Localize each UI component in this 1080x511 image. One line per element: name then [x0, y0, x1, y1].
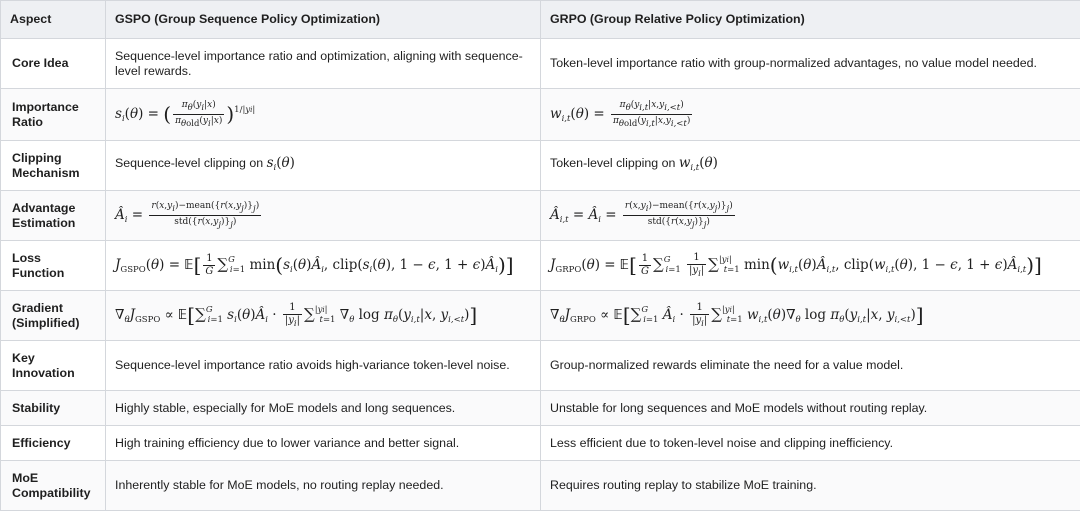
row-moe-compatibility: [1, 461, 1080, 511]
aspect-gradient: Gradient (Simplified): [1, 291, 106, 341]
gspo-ratio-formula: $s_i(\theta)$ = ( $\frac{\pi\theta(yi|x)}{\text{πθold(yi|x)}}$ )$^{1/|yi|}$: [115, 106, 255, 122]
row-key-innovation: [1, 341, 1080, 391]
gspo-stability: Highly stable, especially for MoE models and long sequences.: [106, 391, 541, 426]
grpo-key-innovation: Group-normalized rewards eliminate the need for a value model.: [541, 341, 1080, 391]
header-grpo: GRPO (Group Relative Policy Optimization): [541, 1, 1080, 39]
grpo-stability: Unstable for long sequences and MoE models without routing replay.: [541, 391, 1080, 426]
gspo-advantage: [106, 191, 541, 241]
grpo-loss: [541, 241, 1080, 291]
gspo-gradient: [106, 291, 541, 341]
aspect-moe-compatibility: MoE Compatibility: [1, 461, 106, 511]
aspect-stability: Stability: [1, 391, 106, 426]
aspect-clipping-mechanism: Clipping Mechanism: [1, 141, 106, 191]
row-efficiency: [1, 426, 1080, 461]
grpo-efficiency: Less efficient due to token-level noise and clipping inefficiency.: [541, 426, 1080, 461]
row-stability: [1, 391, 1080, 426]
gspo-clipping: [106, 141, 541, 191]
row-importance-ratio: [1, 89, 1080, 141]
row-advantage-estimation: [1, 191, 1080, 241]
grpo-clipping: [541, 141, 1080, 191]
grpo-advantage: [541, 191, 1080, 241]
row-core-idea: [1, 39, 1080, 89]
gspo-clipping-formula: $s_i(\theta)$: [267, 155, 295, 171]
aspect-key-innovation: Key Innovation: [1, 341, 106, 391]
gspo-gradient-formula: $\nabla_\theta J_{GSPO}$ ∝ 𝔼[∑$^G_{i=1}$ $s_i(\theta)Â_i$ · $\frac{1}{|y_i|}$ ∑$^{|yi|}_{t=1}$ $\nabla_\theta$ $\log \pi_\theta(y_{i,t}|x$, $y_{i,<t}$)]: [115, 307, 477, 323]
aspect-importance-ratio: Importance Ratio: [1, 89, 106, 141]
gspo-advantage-formula: $Â_i$ = $\frac{\text{r(x,yi)−mean(\{r(x,yj)\}j)}}{\text{std(\{r(x,yj)\}j)}}$: [115, 207, 263, 223]
grpo-ratio-formula: $w_{i,t}(\theta)$ = $\frac{\pi\theta(yi,t|x,yi,<t)}{\text{πθold(yi,t|x,yi,<t)}}$: [550, 106, 694, 122]
row-clipping-mechanism: [1, 141, 1080, 191]
aspect-loss-function: Loss Function: [1, 241, 106, 291]
aspect-core-idea: Core Idea: [1, 39, 106, 89]
grpo-clipping-text: Token-level clipping on: [550, 156, 675, 170]
grpo-gradient: [541, 291, 1080, 341]
row-gradient: [1, 291, 1080, 341]
gspo-loss-formula: $J_{GSPO}(\theta)$ = 𝔼[ $\frac{1}{G}$ ∑$^G_{i=1}$ $\min(s_i(\theta)Â_i$, $clip(s_i(\theta)$, 1 − ϵ, $1 + \epsilon)Â_i$)]: [115, 257, 514, 273]
grpo-importance-ratio: [541, 89, 1080, 141]
header-row: [1, 1, 1080, 39]
gspo-core-idea: Sequence-level importance ratio and optimization, aligning with sequence-level rewards.: [106, 39, 541, 89]
gspo-moe-compatibility: Inherently stable for MoE models, no routing replay needed.: [106, 461, 541, 511]
row-loss-function: [1, 241, 1080, 291]
grpo-clipping-formula: $w_{i,t}(\theta)$: [679, 155, 718, 171]
grpo-loss-formula: $J_{GRPO}(\theta)$ = 𝔼[ $\frac{1}{G}$ ∑$^G_{i=1}$ $\frac{1}{|y_i|}$ ∑$^{|yi|}_{t=1}$ $\min(w_{i,t}(\theta)Â_{i,t}$, $clip(w_{i,t}(\theta)$, 1 − ϵ, $1 + \epsilon)Â_{i,t}$)]: [550, 257, 1042, 273]
grpo-core-idea: Token-level importance ratio with group-normalized advantages, no value model needed.: [541, 39, 1080, 89]
grpo-moe-compatibility: Requires routing replay to stabilize MoE training.: [541, 461, 1080, 511]
aspect-advantage-estimation: Advantage Estimation: [1, 191, 106, 241]
gspo-importance-ratio: [106, 89, 541, 141]
grpo-gradient-formula: $\nabla_\theta J_{GRPO}$ ∝ 𝔼[∑$^G_{i=1}$ $Â_i$ · $\frac{1}{|y_i|}$ ∑$^{|yi|}_{t=1}$ $w_{i,t}(\theta)\nabla_\theta$ $\log \pi_\theta(y_{i,t}|x$, $y_{i,<t}$)]: [550, 307, 924, 323]
header-aspect: Aspect: [1, 1, 106, 39]
aspect-efficiency: Efficiency: [1, 426, 106, 461]
grpo-advantage-formula: $Â_{i,t}$ = $Â_i$ = $\frac{\text{r(x,yi)−mean(\{r(x,yj)\}j)}}{\text{std(\{r(x,yj)\}j)}}$: [550, 207, 737, 223]
gspo-clipping-text: Sequence-level clipping on: [115, 156, 263, 170]
header-gspo: GSPO (Group Sequence Policy Optimization): [106, 1, 541, 39]
gspo-efficiency: High training efficiency due to lower variance and better signal.: [106, 426, 541, 461]
gspo-loss: [106, 241, 541, 291]
gspo-key-innovation: Sequence-level importance ratio avoids high-variance token-level noise.: [106, 341, 541, 391]
